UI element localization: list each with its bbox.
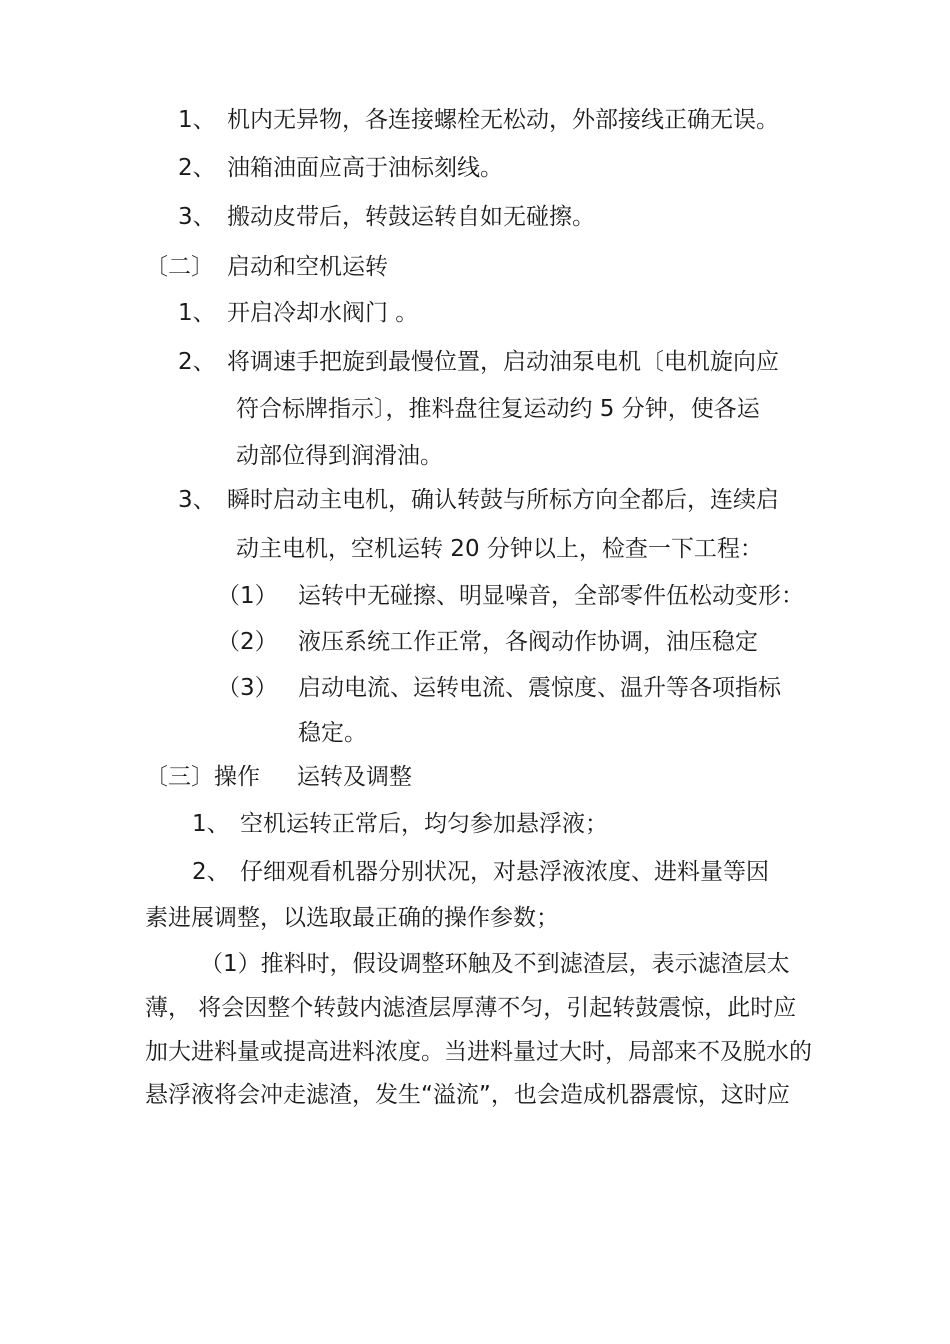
list-item-text: 油箱油面应高于油标刻线。 (227, 155, 503, 181)
paragraph-line: 素进展调整，以选取最正确的操作参数； (145, 905, 559, 931)
list-item-text: 空机运转正常后，均匀参加悬浮液； (240, 811, 608, 837)
list-item-text: 符合标牌指示〕，推料盘往复运动约 5 分钟，使各运 (236, 396, 760, 422)
sub-list-number: （1） (217, 583, 278, 609)
list-item-text: 动主电机，空机运转 20 分钟以上，检查一下工程： (236, 536, 763, 562)
sub-list-number: （2） (217, 629, 278, 655)
sub-list-item-text: 运转中无碰擦、明显噪音，全部零件伍松动变形： (298, 583, 804, 609)
list-item-text: 动部位得到润滑油。 (236, 443, 443, 469)
sub-list-number: （3） (217, 675, 278, 701)
section-number: 〔三〕操作 (145, 764, 260, 790)
list-number: 2、 (178, 155, 216, 181)
list-number: 2、 (192, 859, 230, 885)
paragraph-line: （1）推料时，假设调整环触及不到滤渣层，表示滤渣层太 (200, 951, 790, 977)
list-number: 3、 (178, 204, 216, 230)
paragraph-line: 加大进料量或提高进料浓度。当进料量过大时，局部来不及脱水的 (145, 1039, 812, 1065)
list-number: 2、 (178, 349, 216, 375)
sub-list-item-text: 启动电流、运转电流、震惊度、温升等各项指标 (298, 675, 781, 701)
section-title: 运转及调整 (297, 764, 412, 790)
section-title: 启动和空机运转 (227, 254, 388, 280)
list-number: 1、 (178, 107, 216, 133)
list-number: 1、 (192, 811, 230, 837)
list-item-text: 将调速手把旋到最慢位置，启动油泵电机〔电机旋向应 (227, 349, 779, 375)
list-number: 3、 (178, 487, 216, 513)
list-item-text: 搬动皮带后，转鼓运转自如无碰擦。 (227, 204, 595, 230)
paragraph-line: 悬浮液将会冲走滤渣，发生“溢流”，也会造成机器震惊，这时应 (145, 1082, 790, 1108)
list-item-text: 瞬时启动主电机，确认转鼓与所标方向全都后，连续启 (227, 487, 779, 513)
sub-list-item-text: 稳定。 (298, 720, 367, 746)
section-number: 〔二〕 (145, 254, 214, 280)
sub-list-item-text: 液压系统工作正常，各阀动作协调，油压稳定 (298, 629, 758, 655)
list-item-text: 机内无异物，各连接螺栓无松动，外部接线正确无误。 (227, 107, 779, 133)
list-item-text: 仔细观看机器分别状况，对悬浮液浓度、进料量等因 (240, 859, 769, 885)
list-number: 1、 (178, 300, 216, 326)
list-item-text: 开启冷却水阀门 。 (227, 300, 419, 326)
paragraph-line: 薄， 将会因整个转鼓内滤渣层厚薄不匀，引起转鼓震惊，此时应 (145, 995, 797, 1021)
